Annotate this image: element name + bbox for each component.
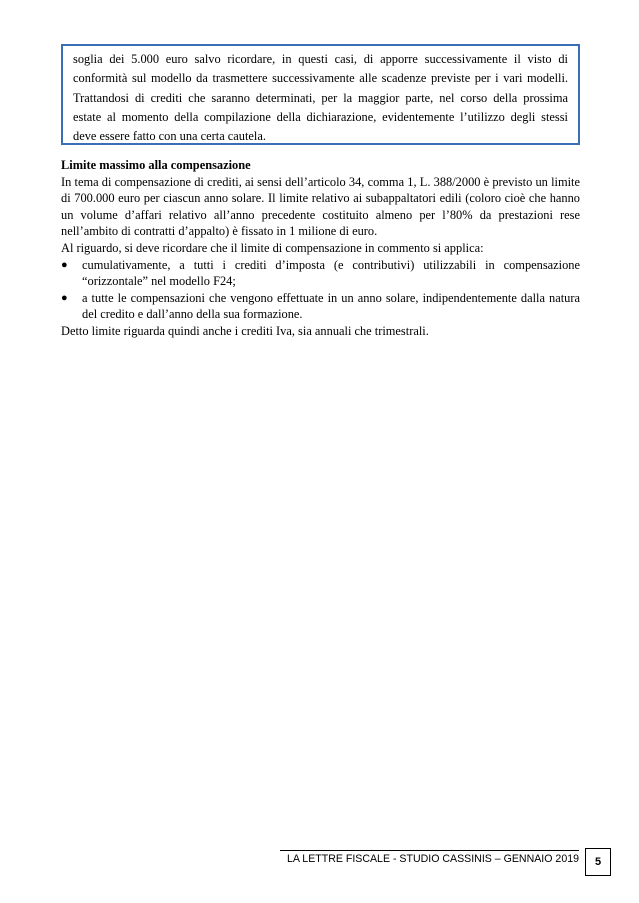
bullet-icon: ● — [61, 291, 68, 304]
bullet-list — [61, 257, 580, 323]
page-number: 5 — [585, 848, 611, 876]
highlight-box — [61, 44, 580, 145]
paragraph: In tema di compensazione di crediti, ai sensi dell’articolo 34, comma 1, L. 388/2000 è previsto un limite di 700.000 euro per ciascun anno solare. Il limite relativo ai subappaltatori edili (coloro cioè che hanno un volume d’affari relativo all’anno precedente costituito almeno per l’80% da prestazioni rese nell’ambito di contratti d’appalto) è fissato in 1 milione di euro. — [61, 174, 580, 239]
box-line: soglia dei 5.000 euro salvo ricordare, in questi casi, di apporre successivamente il visto di — [73, 52, 568, 66]
box-line: Trattandosi di crediti che saranno determinati, per la maggior parte, nel corso della prossima — [73, 90, 568, 105]
page-footer: LA LETTRE FISCALE - STUDIO CASSINIS – GENNAIO 2019 — [280, 850, 579, 867]
box-line: deve essere fatto con una certa cautela. — [73, 129, 266, 144]
list-item-text: a tutte le compensazioni che vengono effettuate in un anno solare, indipendentemente dalla natura del credito e dall’anno della sua formazione. — [82, 290, 580, 322]
box-line: estate al momento della compilazione della dichiarazione, evidentemente l’utilizzo degli stessi — [73, 109, 568, 124]
bullet-icon: ● — [61, 258, 68, 271]
paragraph: Al riguardo, si deve ricordare che il limite di compensazione in commento si applica: — [61, 240, 484, 255]
list-item — [61, 290, 580, 323]
list-item — [61, 257, 580, 290]
paragraph: Detto limite riguarda quindi anche i crediti Iva, sia annuali che trimestrali. — [61, 323, 429, 338]
section-heading: Limite massimo alla compensazione — [61, 158, 251, 172]
main-content — [61, 157, 580, 340]
list-item-text: cumulativamente, a tutti i crediti d’imposta (e contributivi) utilizzabili in compensazione “orizzontale” nel modello F24; — [82, 257, 580, 289]
box-line: conformità sul modello da trasmettere successivamente alle scadenze previste per i vari modelli. — [73, 71, 568, 86]
